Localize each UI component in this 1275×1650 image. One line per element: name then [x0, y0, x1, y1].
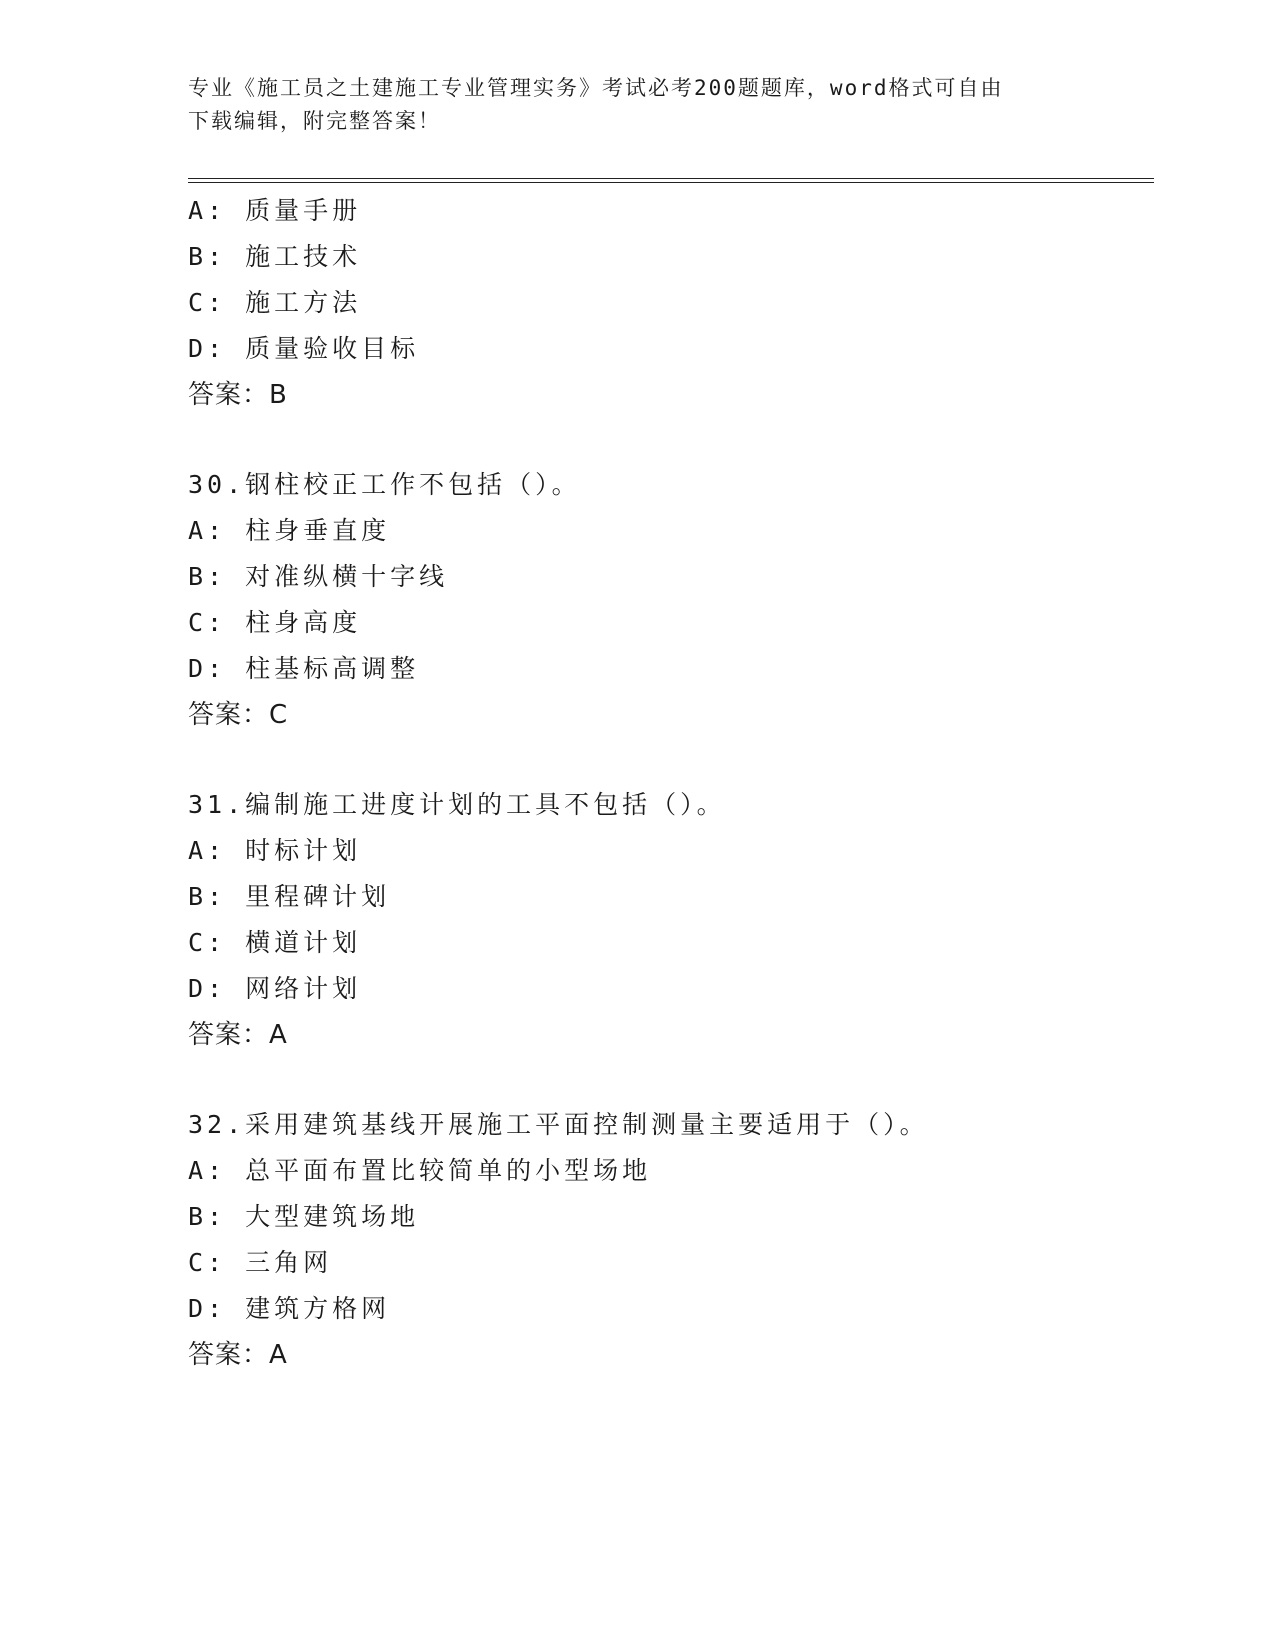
option-b: B: 对准纵横十字线: [188, 562, 449, 591]
question-block-29-continued: [188, 188, 1154, 418]
question-block-30: [188, 462, 1154, 738]
question-stem: 32.采用建筑基线开展施工平面控制测量主要适用于（）。: [188, 1110, 929, 1139]
question-block-31: [188, 782, 1154, 1058]
question-block-32: [188, 1102, 1154, 1378]
answer-line: 答案：B: [188, 380, 288, 410]
option-d: D: 质量验收目标: [188, 334, 420, 363]
spacer: [188, 738, 1154, 782]
header-line-2: 下载编辑，附完整答案！: [188, 109, 441, 133]
question-stem: 31.编制施工进度计划的工具不包括（）。: [188, 790, 726, 819]
option-a: A: 总平面布置比较简单的小型场地: [188, 1156, 652, 1185]
header-divider-bottom: [188, 182, 1154, 183]
option-b: B: 施工技术: [188, 242, 362, 271]
option-a: A: 柱身垂直度: [188, 516, 391, 545]
answer-line: 答案：C: [188, 700, 289, 730]
option-d: D: 建筑方格网: [188, 1294, 391, 1323]
question-stem: 30.钢柱校正工作不包括（）。: [188, 470, 581, 499]
spacer: [188, 1058, 1154, 1102]
option-c: C: 柱身高度: [188, 608, 362, 637]
answer-line: 答案：A: [188, 1340, 288, 1370]
question-content: [188, 188, 1154, 1378]
header-line-1: 专业《施工员之土建施工专业管理实务》考试必考200题题库，word格式可自由: [188, 76, 1004, 100]
option-a: A: 时标计划: [188, 836, 362, 865]
option-b: B: 里程碑计划: [188, 882, 391, 911]
option-a: A: 质量手册: [188, 196, 362, 225]
option-d: D: 柱基标高调整: [188, 654, 420, 683]
option-c: C: 横道计划: [188, 928, 362, 957]
option-c: C: 三角网: [188, 1248, 333, 1277]
header-divider-top: [188, 178, 1154, 179]
option-c: C: 施工方法: [188, 288, 362, 317]
spacer: [188, 418, 1154, 462]
option-d: D: 网络计划: [188, 974, 362, 1003]
document-header: [188, 72, 1088, 138]
answer-line: 答案：A: [188, 1020, 288, 1050]
option-b: B: 大型建筑场地: [188, 1202, 420, 1231]
